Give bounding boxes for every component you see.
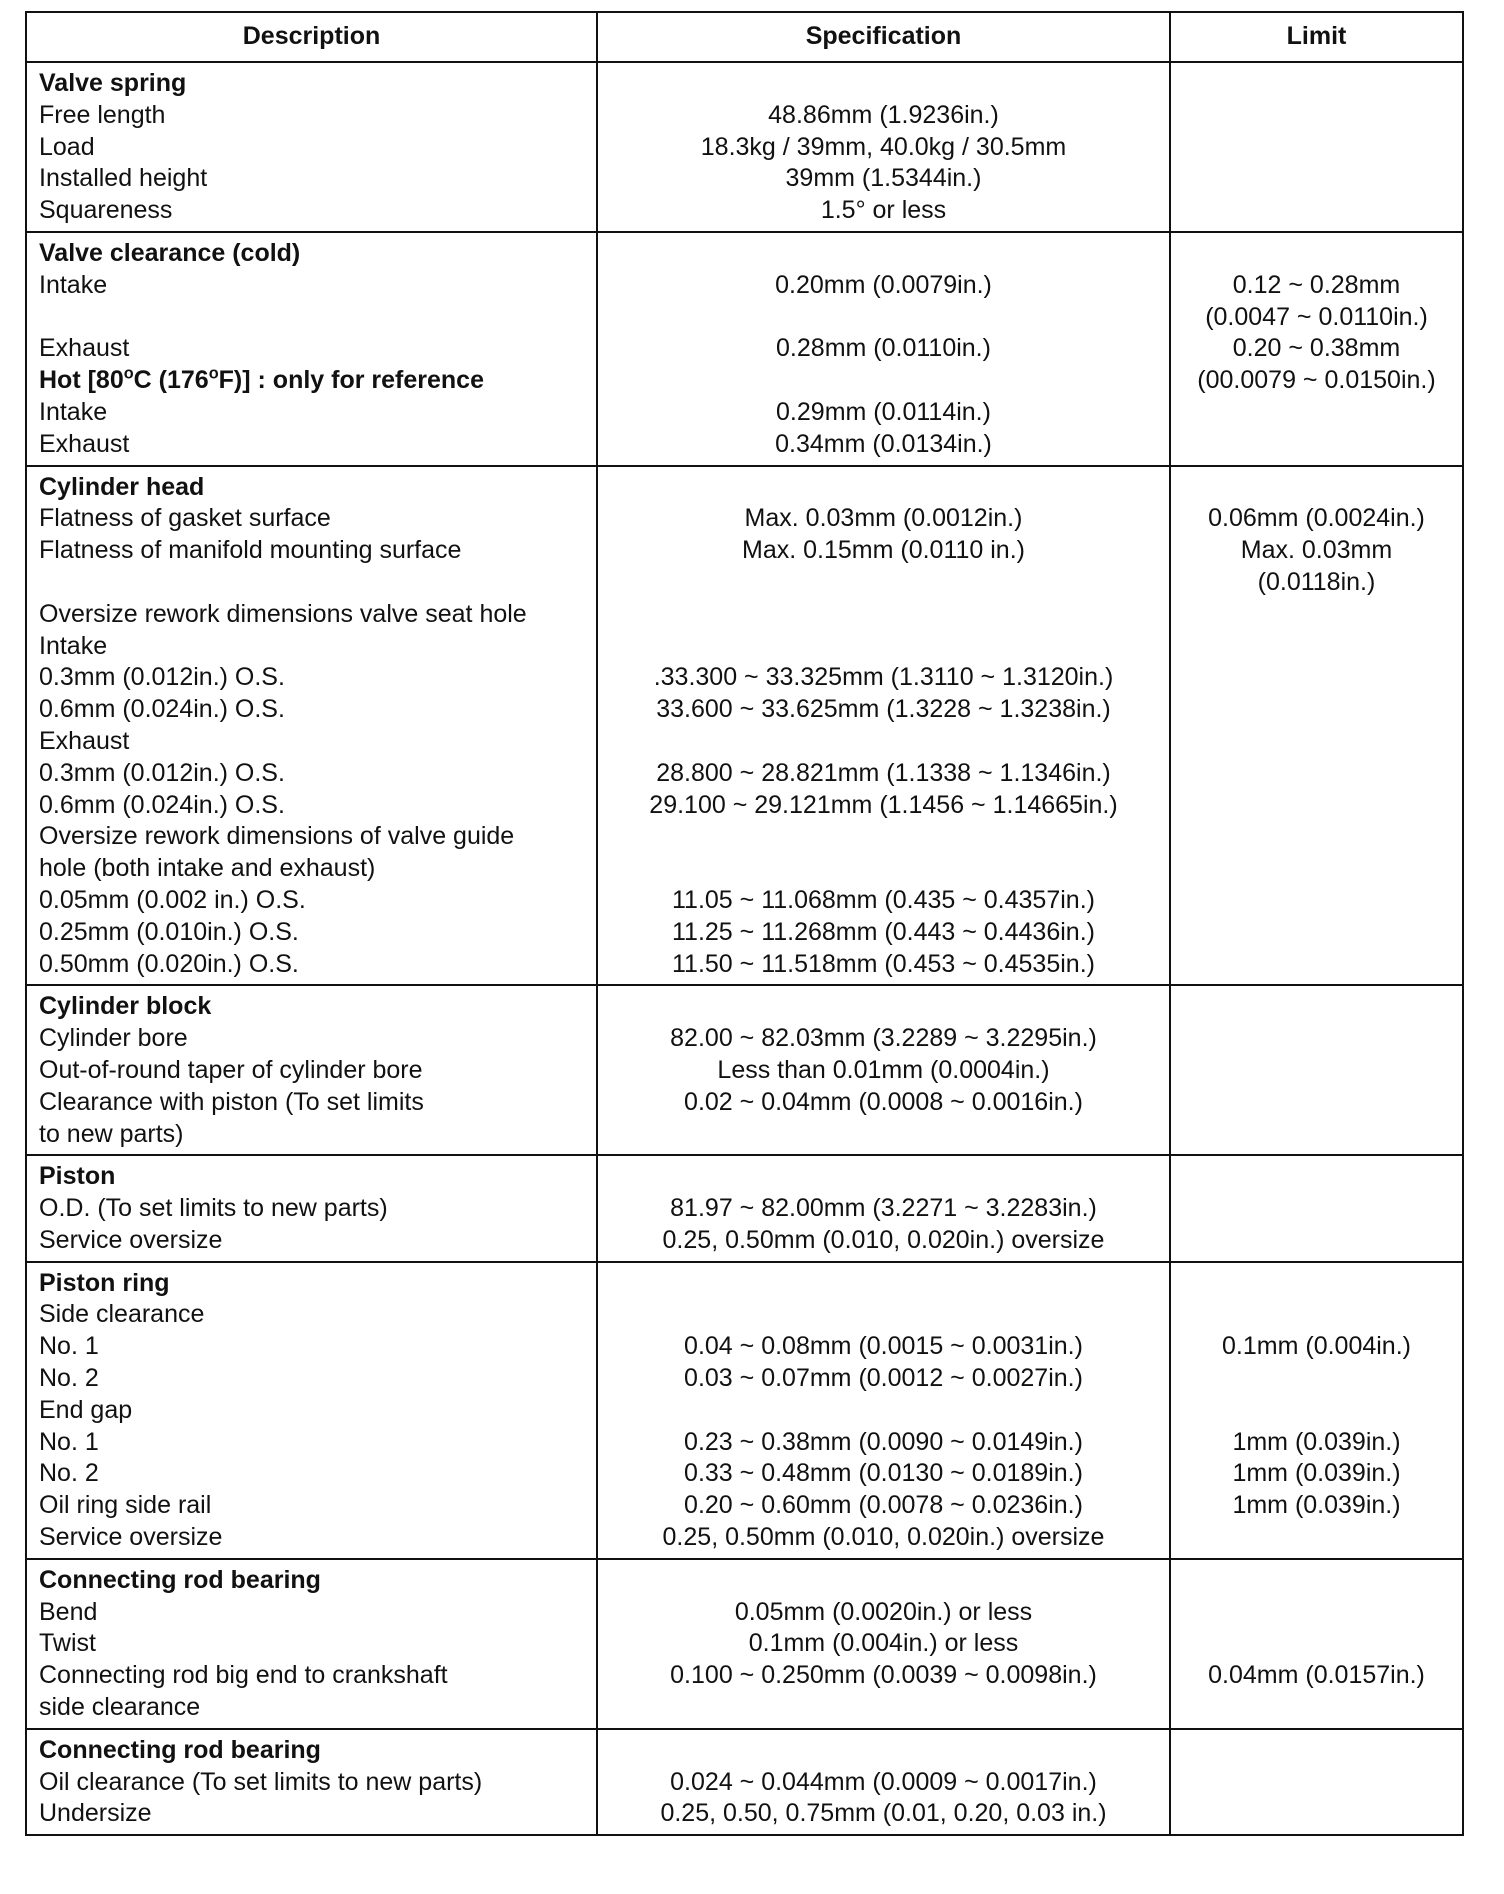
desc-line: Intake — [39, 397, 108, 426]
desc-line: Exhaust — [39, 726, 130, 755]
spec-line: 0.33 ~ 0.48mm (0.0130 ~ 0.0189in.) — [684, 1459, 1083, 1488]
limit-line — [1171, 1628, 1462, 1660]
description-cell — [26, 62, 597, 232]
limit-line: 1mm (0.039in.) — [1232, 1459, 1401, 1488]
description-cell — [26, 466, 597, 986]
spec-line: Max. 0.15mm (0.0110 in.) — [742, 536, 1025, 565]
limit-cell — [1170, 1559, 1463, 1729]
desc-line: No. 2 — [39, 1459, 99, 1488]
limit-line: 0.12 ~ 0.28mm — [1232, 270, 1401, 299]
spec-line — [598, 1299, 1169, 1331]
desc-line: Connecting rod big end to crankshaft — [39, 1661, 448, 1690]
limit-line — [1171, 599, 1462, 631]
limit-line: 0.04mm (0.0157in.) — [1208, 1661, 1425, 1690]
section-valve-clearance — [26, 232, 1463, 466]
specification-cell — [597, 232, 1170, 466]
limit-line — [1171, 821, 1462, 853]
spec-line: 11.50 ~ 11.518mm (0.453 ~ 0.4535in.) — [672, 949, 1095, 978]
desc-line: side clearance — [39, 1693, 201, 1722]
section-title: Connecting rod bearing — [39, 1565, 321, 1594]
section-title: Valve clearance (cold) — [39, 238, 301, 267]
limit-line: (00.0079 ~ 0.0150in.) — [1197, 366, 1436, 395]
limit-cell — [1170, 232, 1463, 466]
limit-cell — [1170, 985, 1463, 1155]
section-title: Connecting rod bearing — [39, 1735, 321, 1764]
specification-cell — [597, 62, 1170, 232]
spec-line: 0.34mm (0.0134in.) — [775, 429, 992, 458]
desc-line: Flatness of manifold mounting surface — [39, 536, 462, 565]
limit-line — [1171, 1087, 1462, 1119]
limit-line — [1171, 1798, 1462, 1830]
spec-line: 0.024 ~ 0.044mm (0.0009 ~ 0.0017in.) — [670, 1767, 1097, 1796]
description-cell — [26, 1155, 597, 1261]
desc-line: Flatness of gasket surface — [39, 504, 331, 533]
limit-line — [1171, 1119, 1462, 1151]
limit-line — [1171, 662, 1462, 694]
spec-line: 11.25 ~ 11.268mm (0.443 ~ 0.4436in.) — [672, 917, 1095, 946]
spec-line: .33.300 ~ 33.325mm (1.3110 ~ 1.3120in.) — [653, 663, 1114, 692]
limit-line — [1171, 1023, 1462, 1055]
spec-line: 0.1mm (0.004in.) or less — [748, 1629, 1019, 1658]
limit-line — [1171, 1055, 1462, 1087]
limit-line — [1171, 949, 1462, 981]
spec-line: 29.100 ~ 29.121mm (1.1456 ~ 1.14665in.) — [649, 790, 1118, 819]
specification-table — [25, 11, 1464, 1836]
section-valve-spring — [26, 62, 1463, 232]
limit-line — [1171, 853, 1462, 885]
spec-line: Less than 0.01mm (0.0004in.) — [717, 1055, 1050, 1084]
desc-line: Oil ring side rail — [39, 1491, 212, 1520]
spec-line — [598, 726, 1169, 758]
section-cylinder-head — [26, 466, 1463, 986]
desc-line: 0.6mm (0.024in.) O.S. — [39, 790, 285, 819]
limit-line — [1171, 163, 1462, 195]
desc-line: to new parts) — [39, 1119, 184, 1148]
specification-cell — [597, 1262, 1170, 1559]
desc-line: Squareness — [39, 196, 173, 225]
spec-line — [598, 821, 1169, 853]
limit-line — [1171, 195, 1462, 227]
limit-cell — [1170, 62, 1463, 232]
desc-line: Undersize — [39, 1799, 152, 1828]
spec-line: 0.25, 0.50mm (0.010, 0.020in.) oversize — [662, 1225, 1105, 1254]
spec-line — [598, 853, 1169, 885]
desc-line: Oversize rework dimensions valve seat hole — [39, 599, 527, 628]
limit-line: 1mm (0.039in.) — [1232, 1491, 1401, 1520]
limit-line — [1171, 1193, 1462, 1225]
spec-line: 0.25, 0.50mm (0.010, 0.020in.) oversize — [662, 1523, 1105, 1552]
limit-line: 0.06mm (0.0024in.) — [1208, 504, 1425, 533]
limit-line — [1171, 694, 1462, 726]
hot-reference-label: Hot [80$^o$C (176$^o$F)] : only for reference — [39, 365, 484, 395]
section-piston-ring — [26, 1262, 1463, 1559]
desc-line: Free length — [39, 100, 166, 129]
desc-line: hole (both intake and exhaust) — [39, 854, 376, 883]
limit-line: 0.1mm (0.004in.) — [1222, 1332, 1411, 1361]
section-title: Cylinder block — [39, 992, 212, 1021]
header-row — [26, 12, 1463, 62]
desc-line: Intake — [39, 270, 108, 299]
limit-line — [1171, 1363, 1462, 1395]
limit-cell — [1170, 1262, 1463, 1559]
spec-line — [598, 365, 1169, 397]
specification-header: Specification — [597, 12, 1170, 62]
spec-line: 11.05 ~ 11.068mm (0.435 ~ 0.4357in.) — [672, 885, 1095, 914]
description-cell — [26, 1559, 597, 1729]
desc-line: Exhaust — [39, 334, 130, 363]
desc-line — [27, 567, 596, 599]
spec-line: 0.29mm (0.0114in.) — [776, 397, 991, 426]
section-title: Valve spring — [39, 69, 187, 97]
spec-line: 0.20 ~ 0.60mm (0.0078 ~ 0.0236in.) — [684, 1491, 1083, 1520]
spec-line: 0.02 ~ 0.04mm (0.0008 ~ 0.0016in.) — [684, 1087, 1083, 1116]
spec-line: 0.03 ~ 0.07mm (0.0012 ~ 0.0027in.) — [684, 1364, 1083, 1393]
desc-line: Cylinder bore — [39, 1024, 188, 1053]
section-piston — [26, 1155, 1463, 1261]
limit-line: (0.0118in.) — [1257, 567, 1376, 596]
description-header: Description — [26, 12, 597, 62]
spec-line: 0.25, 0.50, 0.75mm (0.01, 0.20, 0.03 in.) — [660, 1799, 1107, 1828]
specification-cell — [597, 1729, 1170, 1835]
section-title: Piston ring — [39, 1268, 170, 1297]
desc-line: 0.3mm (0.012in.) O.S. — [39, 663, 285, 692]
limit-line: 0.20 ~ 0.38mm — [1232, 334, 1401, 363]
desc-line: Service oversize — [39, 1523, 223, 1552]
limit-header: Limit — [1170, 12, 1463, 62]
desc-line: O.D. (To set limits to new parts) — [39, 1194, 388, 1223]
spec-line: 0.04 ~ 0.08mm (0.0015 ~ 0.0031in.) — [684, 1332, 1083, 1361]
specification-cell — [597, 466, 1170, 986]
limit-line — [1171, 917, 1462, 949]
desc-line: Oil clearance (To set limits to new parts) — [39, 1767, 483, 1796]
desc-line: No. 1 — [39, 1427, 99, 1456]
limit-cell — [1170, 1155, 1463, 1261]
desc-line: End gap — [39, 1395, 133, 1424]
limit-line — [1171, 758, 1462, 790]
spec-line: 0.100 ~ 0.250mm (0.0039 ~ 0.0098in.) — [670, 1661, 1097, 1690]
description-cell — [26, 1729, 597, 1835]
spec-line — [598, 1692, 1169, 1724]
limit-line — [1171, 397, 1462, 429]
spec-line: 33.600 ~ 33.625mm (1.3228 ~ 1.3238in.) — [656, 695, 1111, 724]
spec-line — [598, 1119, 1169, 1151]
desc-line — [27, 302, 596, 334]
specification-cell — [597, 1559, 1170, 1729]
limit-line — [1171, 631, 1462, 663]
spec-line: 82.00 ~ 82.03mm (3.2289 ~ 3.2295in.) — [670, 1024, 1097, 1053]
spec-line: 0.20mm (0.0079in.) — [775, 270, 992, 299]
spec-line — [598, 631, 1169, 663]
spec-line — [598, 302, 1169, 334]
limit-line — [1171, 429, 1462, 461]
spec-line — [598, 599, 1169, 631]
desc-line: 0.25mm (0.010in.) O.S. — [39, 917, 299, 946]
limit-line — [1171, 885, 1462, 917]
desc-line: 0.05mm (0.002 in.) O.S. — [39, 885, 306, 914]
limit-line — [1171, 1522, 1462, 1554]
desc-line: Exhaust — [39, 429, 130, 458]
limit-line — [1171, 1692, 1462, 1724]
spec-line: 0.23 ~ 0.38mm (0.0090 ~ 0.0149in.) — [684, 1427, 1083, 1456]
spec-line: 39mm (1.5344in.) — [785, 164, 982, 193]
limit-line — [1171, 1597, 1462, 1629]
specification-cell — [597, 985, 1170, 1155]
section-connecting-rod-bearing-oil — [26, 1729, 1463, 1835]
spec-line: 0.05mm (0.0020in.) or less — [734, 1597, 1033, 1626]
desc-line: Installed height — [39, 164, 208, 193]
section-title: Piston — [39, 1162, 116, 1191]
limit-line — [1171, 726, 1462, 758]
section-title: Cylinder head — [39, 472, 205, 501]
desc-line: Twist — [39, 1629, 96, 1658]
spec-line: 1.5° or less — [820, 196, 947, 225]
desc-line: Side clearance — [39, 1300, 205, 1329]
desc-line: Out-of-round taper of cylinder bore — [39, 1055, 423, 1084]
limit-cell — [1170, 466, 1463, 986]
spec-line: Max. 0.03mm (0.0012in.) — [744, 504, 1023, 533]
limit-line: 1mm (0.039in.) — [1232, 1427, 1401, 1456]
description-cell — [26, 232, 597, 466]
section-connecting-rod-bearing — [26, 1559, 1463, 1729]
limit-line — [1171, 100, 1462, 132]
limit-line — [1171, 1225, 1462, 1257]
description-cell — [26, 1262, 597, 1559]
limit-line — [1171, 1767, 1462, 1799]
desc-line: Intake — [39, 631, 108, 660]
section-cylinder-block — [26, 985, 1463, 1155]
desc-line: 0.50mm (0.020in.) O.S. — [39, 949, 299, 978]
limit-line — [1171, 1299, 1462, 1331]
limit-line: (0.0047 ~ 0.0110in.) — [1205, 302, 1428, 331]
desc-line: Bend — [39, 1597, 98, 1626]
spec-line: 0.28mm (0.0110in.) — [776, 334, 991, 363]
desc-line: Service oversize — [39, 1225, 223, 1254]
spec-line — [598, 567, 1169, 599]
desc-line: No. 1 — [39, 1332, 99, 1361]
spec-line — [598, 1395, 1169, 1427]
limit-line — [1171, 790, 1462, 822]
desc-line: Load — [39, 132, 95, 161]
desc-line: Oversize rework dimensions of valve guide — [39, 822, 515, 851]
specification-cell — [597, 1155, 1170, 1261]
limit-cell — [1170, 1729, 1463, 1835]
desc-line: 0.3mm (0.012in.) O.S. — [39, 758, 285, 787]
limit-line — [1171, 1395, 1462, 1427]
desc-line: No. 2 — [39, 1364, 99, 1393]
spec-line: 18.3kg / 39mm, 40.0kg / 30.5mm — [700, 132, 1067, 161]
limit-line — [1171, 132, 1462, 164]
desc-line: 0.6mm (0.024in.) O.S. — [39, 695, 285, 724]
desc-line: Clearance with piston (To set limits — [39, 1087, 424, 1116]
description-cell — [26, 985, 597, 1155]
limit-line: Max. 0.03mm — [1240, 536, 1393, 565]
spec-line: 81.97 ~ 82.00mm (3.2271 ~ 3.2283in.) — [670, 1194, 1097, 1223]
spec-line: 28.800 ~ 28.821mm (1.1338 ~ 1.1346in.) — [656, 758, 1111, 787]
spec-line: 48.86mm (1.9236in.) — [768, 100, 999, 129]
